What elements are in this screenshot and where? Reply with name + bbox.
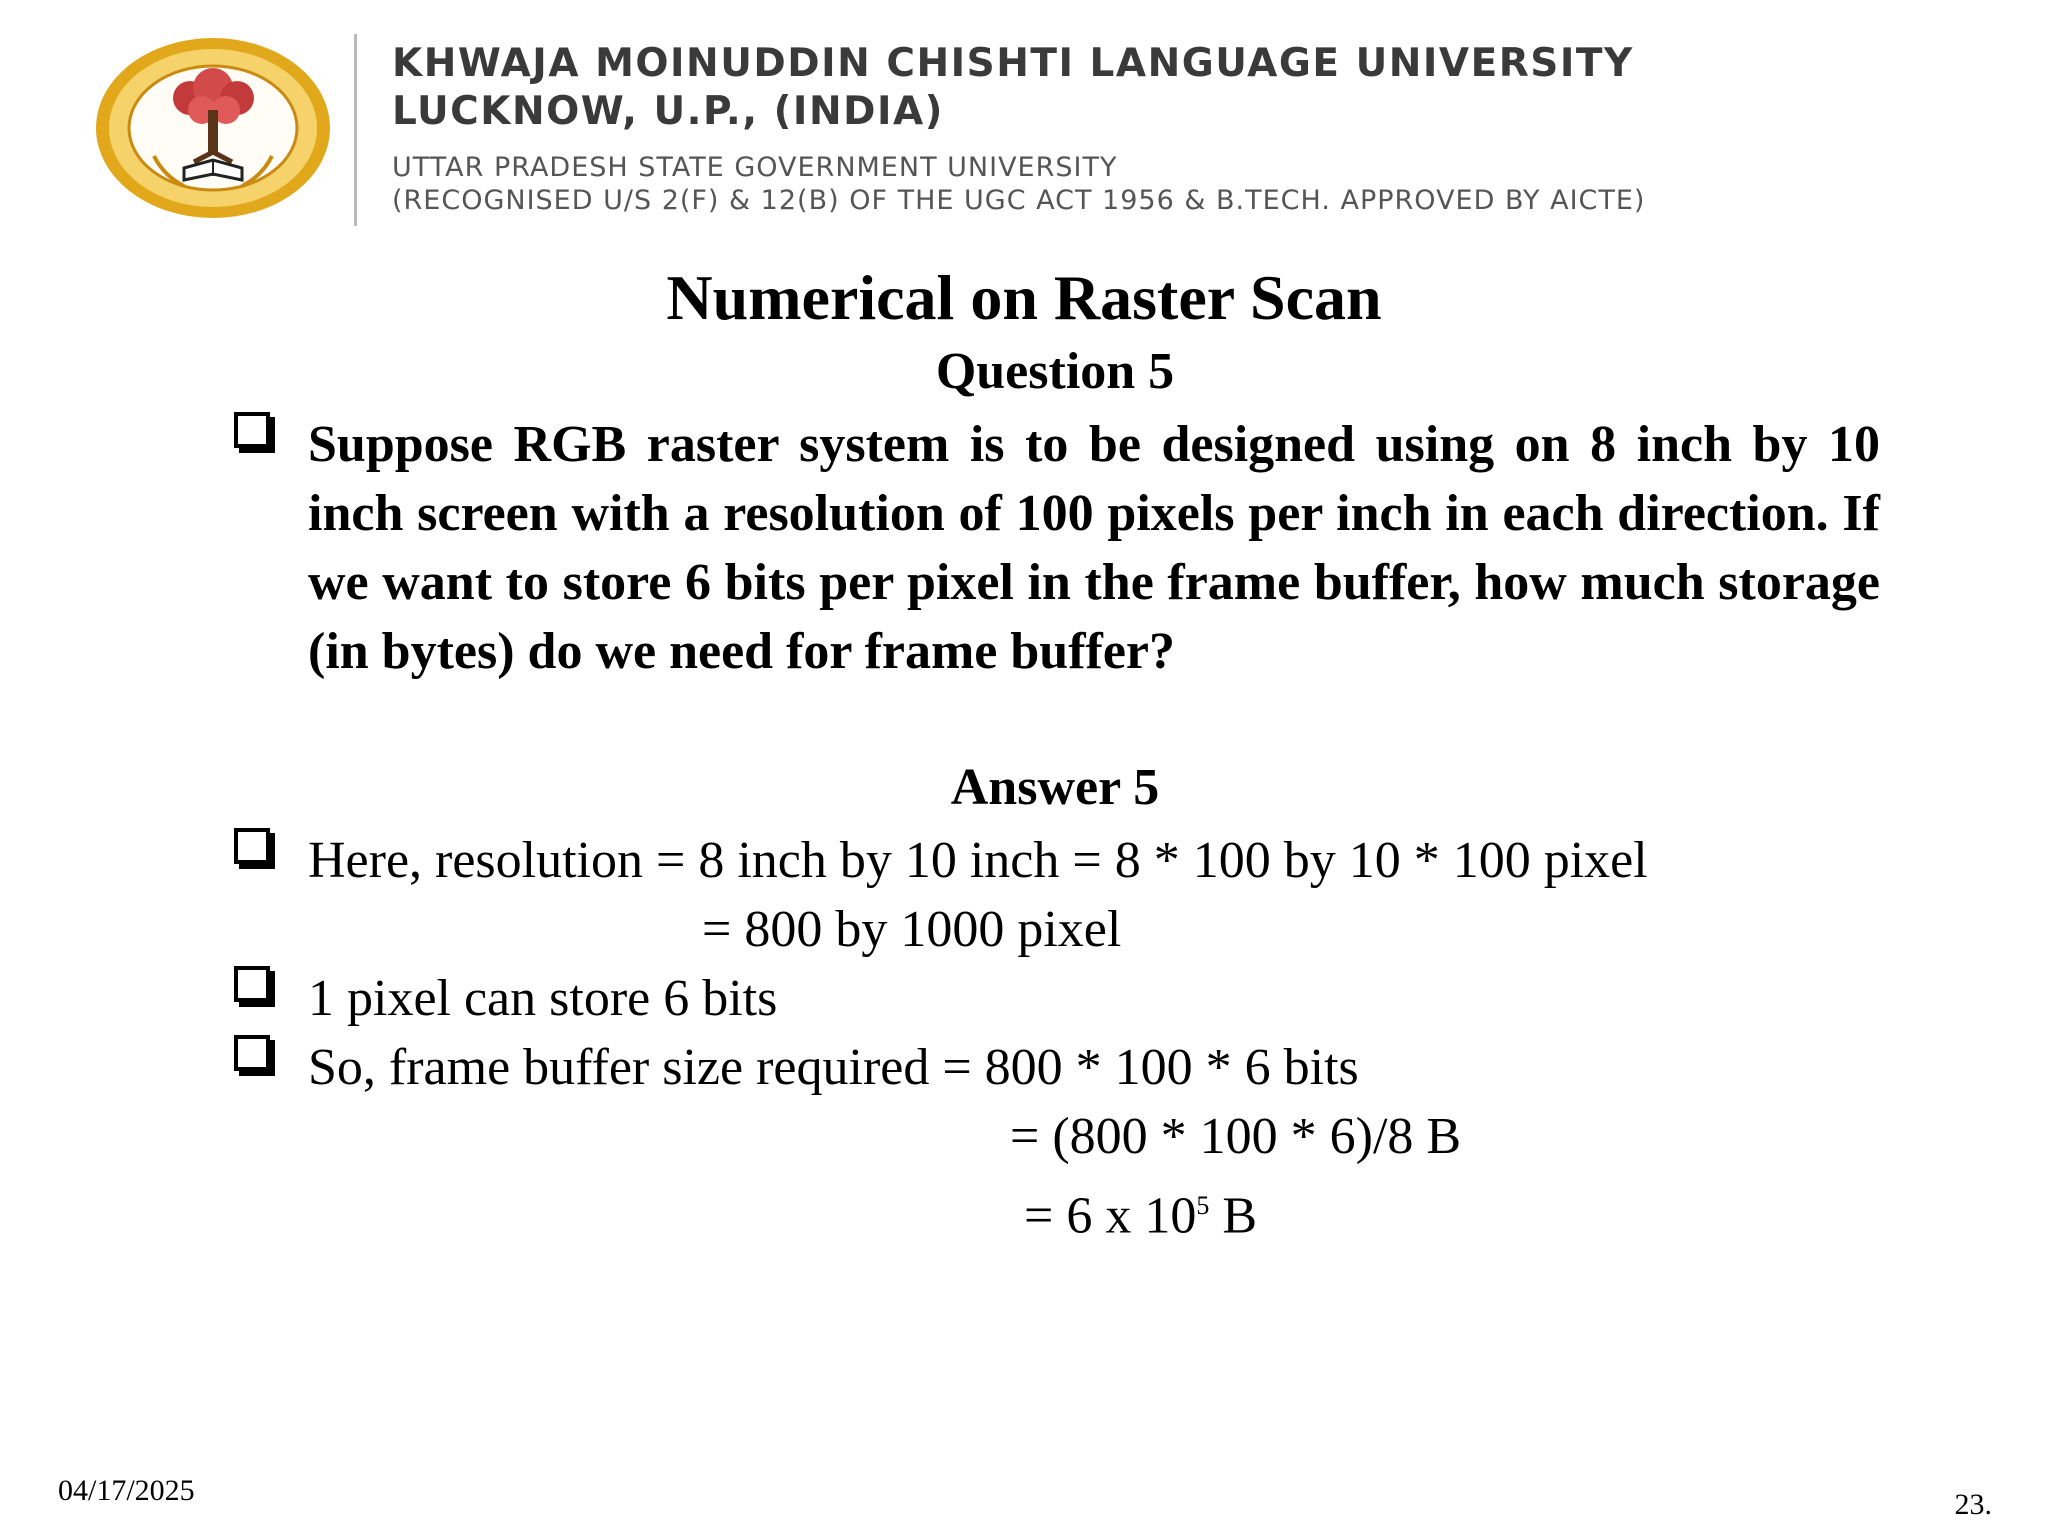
answer-final-prefix: = 6 x 10 (1024, 1187, 1197, 1245)
header-divider (354, 34, 357, 226)
hollow-square-bullet-icon (234, 828, 270, 864)
university-header (0, 0, 2048, 240)
answer-frame-buffer-bytes: = (800 * 100 * 6)/8 B (1010, 1108, 1462, 1165)
hollow-square-bullet-icon (234, 412, 270, 448)
answer-final-result (1024, 1171, 1257, 1250)
question-text: Suppose RGB raster system is to be designed using on 8 inch by 10 inch screen with a resolution of 100 pixels per inch in each direction. If we want to store 6 bits per pixel in the frame buffer, how much storage (in bytes) do we need for frame buffer? (308, 416, 1880, 680)
answer-resolution-line: Here, resolution = 8 inch by 10 inch = 8 * 100 by 10 * 100 pixel (308, 832, 1648, 889)
university-subtitle-government: UTTAR PRADESH STATE GOVERNMENT UNIVERSITY (392, 152, 1118, 183)
footer-date: 04/17/2025 (58, 1474, 195, 1507)
answer-frame-buffer-size: So, frame buffer size required = 800 * 100 * 6 bits (308, 1039, 1359, 1096)
hollow-square-bullet-icon (234, 1035, 270, 1071)
answer-resolution-result: = 800 by 1000 pixel (702, 901, 1122, 958)
answer-bits-per-pixel: 1 pixel can store 6 bits (308, 970, 778, 1027)
question-heading: Question 5 (935, 343, 1175, 400)
answer-heading: Answer 5 (950, 759, 1160, 816)
slide-title: Numerical on Raster Scan (666, 262, 1382, 333)
answer-final-suffix: B (1209, 1187, 1258, 1245)
university-subtitle-recognition: (RECOGNISED U/S 2(F) & 12(B) OF THE UGC ACT 1956 & B.TECH. APPROVED BY AICTE) (392, 185, 1646, 216)
answer-final-exponent: 5 (1196, 1191, 1210, 1220)
university-city: LUCKNOW, U.P., (INDIA) (392, 89, 944, 134)
university-name: KHWAJA MOINUDDIN CHISHTI LANGUAGE UNIVERSITY (392, 41, 1634, 86)
hollow-square-bullet-icon (234, 966, 270, 1002)
footer-page-number: 23. (1954, 1488, 1992, 1521)
university-seal-icon (94, 36, 332, 220)
